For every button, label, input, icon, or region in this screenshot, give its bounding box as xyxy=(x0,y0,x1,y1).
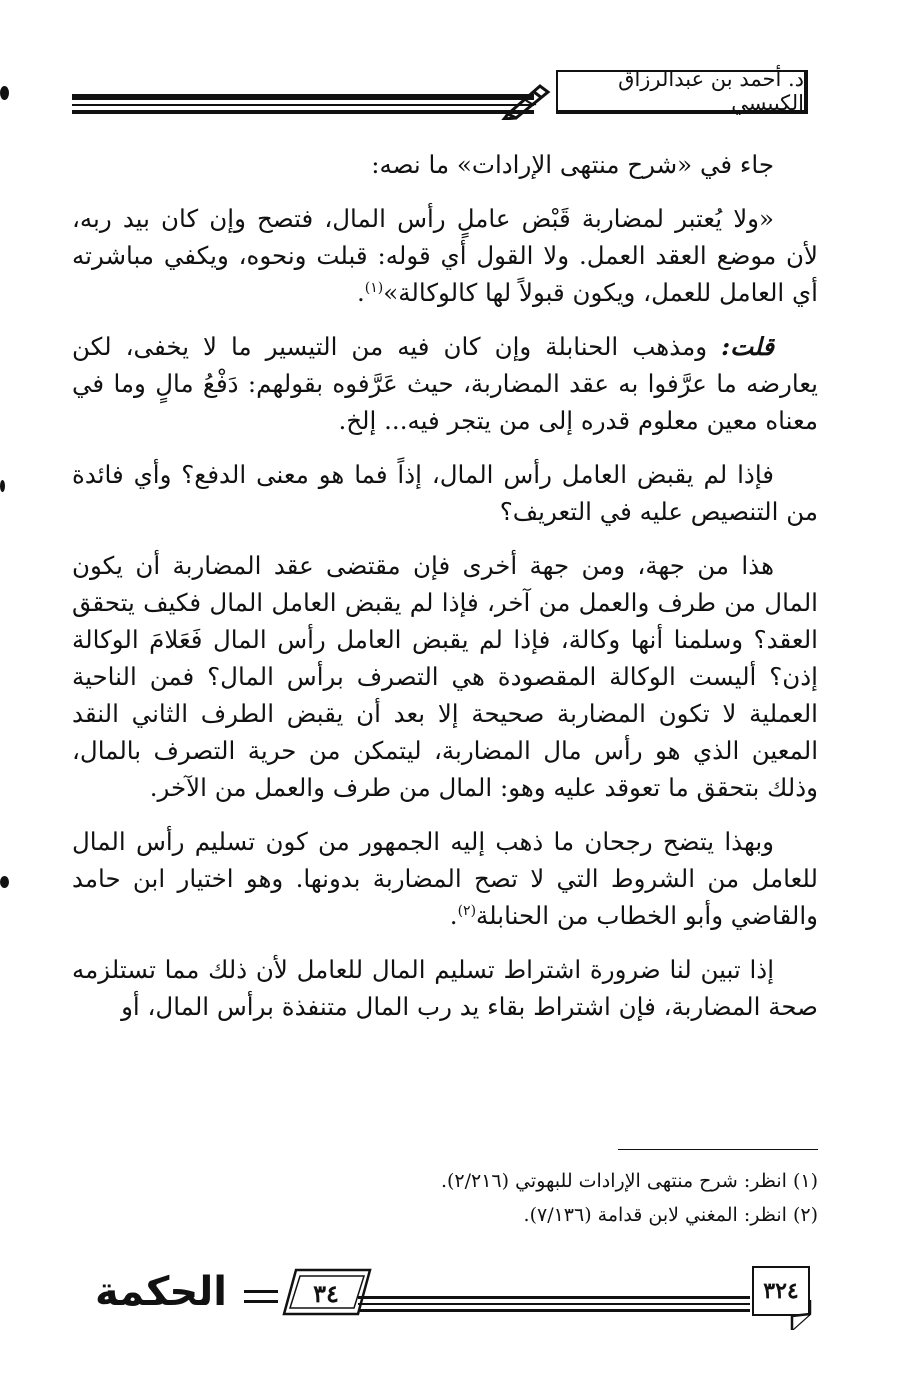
scan-mark xyxy=(0,480,5,492)
paragraph: وبهذا يتضح رجحان ما ذهب إليه الجمهور من كون تسليم رأس المال للعامل من الشروط التي لا تصح المضاربة بدونها. وهو اختيار ابن حامد والقاضي وأبو الخطاب من الحنابلة$^{(٢)}$. xyxy=(72,827,818,930)
footer-rule xyxy=(358,1296,750,1299)
paragraph xyxy=(72,328,818,439)
paragraph: فإذا لم يقبض العامل رأس المال، إذاً فما هو معنى الدفع؟ وأي فائدة من التنصيص عليه في التعريف؟ xyxy=(72,460,818,526)
footnote-mark: (١) xyxy=(364,279,384,296)
footer-separator xyxy=(244,1290,278,1293)
footnote: (١) انظر: شرح منتهى الإرادات للبهوتي (٢/٢١٦). xyxy=(440,1170,818,1192)
page-corner-icon xyxy=(770,1300,820,1330)
paragraph: إذا تبين لنا ضرورة اشتراط تسليم المال للعامل لأن ذلك مما تستلزمه صحة المضاربة، فإن اشتراط بقاء يد رب المال متنفذة برأس المال، أو xyxy=(72,955,818,1021)
quote-paragraph: «ولا يُعتبر لمضاربة قَبْض عاملٍ رأس المال، فتصح وإن كان بيد ربه، لأن موضع العقد العمل. ولا القول أي قوله: قبلت ونحوه، ويكفي مباشرته أي العامل للعمل، ويكون قبولاً لها كالوكالة»$^{(١)}$. xyxy=(72,204,818,307)
footer-separator xyxy=(244,1300,278,1303)
footnote: (٢) انظر: المغني لابن قدامة (٧/١٣٦). xyxy=(523,1204,818,1226)
footnote-mark: (٢) xyxy=(457,902,477,919)
header-rule xyxy=(72,94,534,100)
paragraph-text: وبهذا يتضح رجحان ما ذهب إليه الجمهور من كون تسليم رأس المال للعامل من الشروط التي لا تصح المضاربة بدونها. وهو اختيار ابن حامد والقاضي وأبو الخطاب من الحنابلة xyxy=(72,827,818,930)
journal-logo: الحكمة xyxy=(95,1269,227,1315)
running-header-author: د. أحمد بن عبدالرزاق الكبيسي xyxy=(556,70,808,114)
paragraph: هذا من جهة، ومن جهة أخرى فإن مقتضى عقد المضاربة أن يكون المال من طرف والعمل من آخر، فإذا لم يقبض العامل المال فكيف يتحقق العقد؟ وسلمنا أنها وكالة، فإذا لم يقبض العامل رأس المال فَعَلامَ الوكالة إذن؟ أليست الوكالة المقصودة هي التصرف برأس المال؟ فمن الناحية العملية لا تكون المضاربة صحيحة إلا بعد أن يقبض الطرف الثاني النقد المعين الذي هو رأس مال المضاربة، ليتمكن من حرية التصرف بالمال، وذلك بتحقق ما تعوقد عليه وهو: المال من طرف والعمل من الآخر. xyxy=(72,551,818,802)
pen-icon xyxy=(500,78,556,120)
scan-mark xyxy=(0,86,9,100)
scan-mark xyxy=(0,876,9,888)
header-rule xyxy=(72,104,534,106)
header-rule xyxy=(72,110,534,114)
qult-label: قلت: xyxy=(721,332,774,361)
article-body xyxy=(72,146,818,1042)
paragraph-text: «ولا يُعتبر لمضاربة قَبْض عاملٍ رأس المال، فتصح وإن كان بيد ربه، لأن موضع العقد العمل. ولا القول أي قوله: قبلت ونحوه، ويكفي مباشرته أي العامل للعمل، ويكون قبولاً لها كالوكالة» xyxy=(72,204,818,307)
paragraph-text: ومذهب الحنابلة وإن كان فيه من التيسير ما لا يخفى، لكن يعارضه ما عرَّفوا به عقد المضاربة، حيث عَرَّفوه بقولهم: دَفْعُ مالٍ وما في معناه معين معلوم قدره إلى من يتجر فيه... إلخ. xyxy=(72,332,818,435)
footer-rule xyxy=(358,1309,750,1312)
page-number: ٣٢٤ xyxy=(752,1266,810,1316)
paragraph: جاء في «شرح منتهى الإرادات» ما نصه: xyxy=(371,150,774,179)
footnotes xyxy=(72,1164,818,1232)
footer-rule xyxy=(358,1303,750,1305)
footnote-rule xyxy=(618,1149,818,1150)
issue-number: ٣٤ xyxy=(313,1278,339,1308)
